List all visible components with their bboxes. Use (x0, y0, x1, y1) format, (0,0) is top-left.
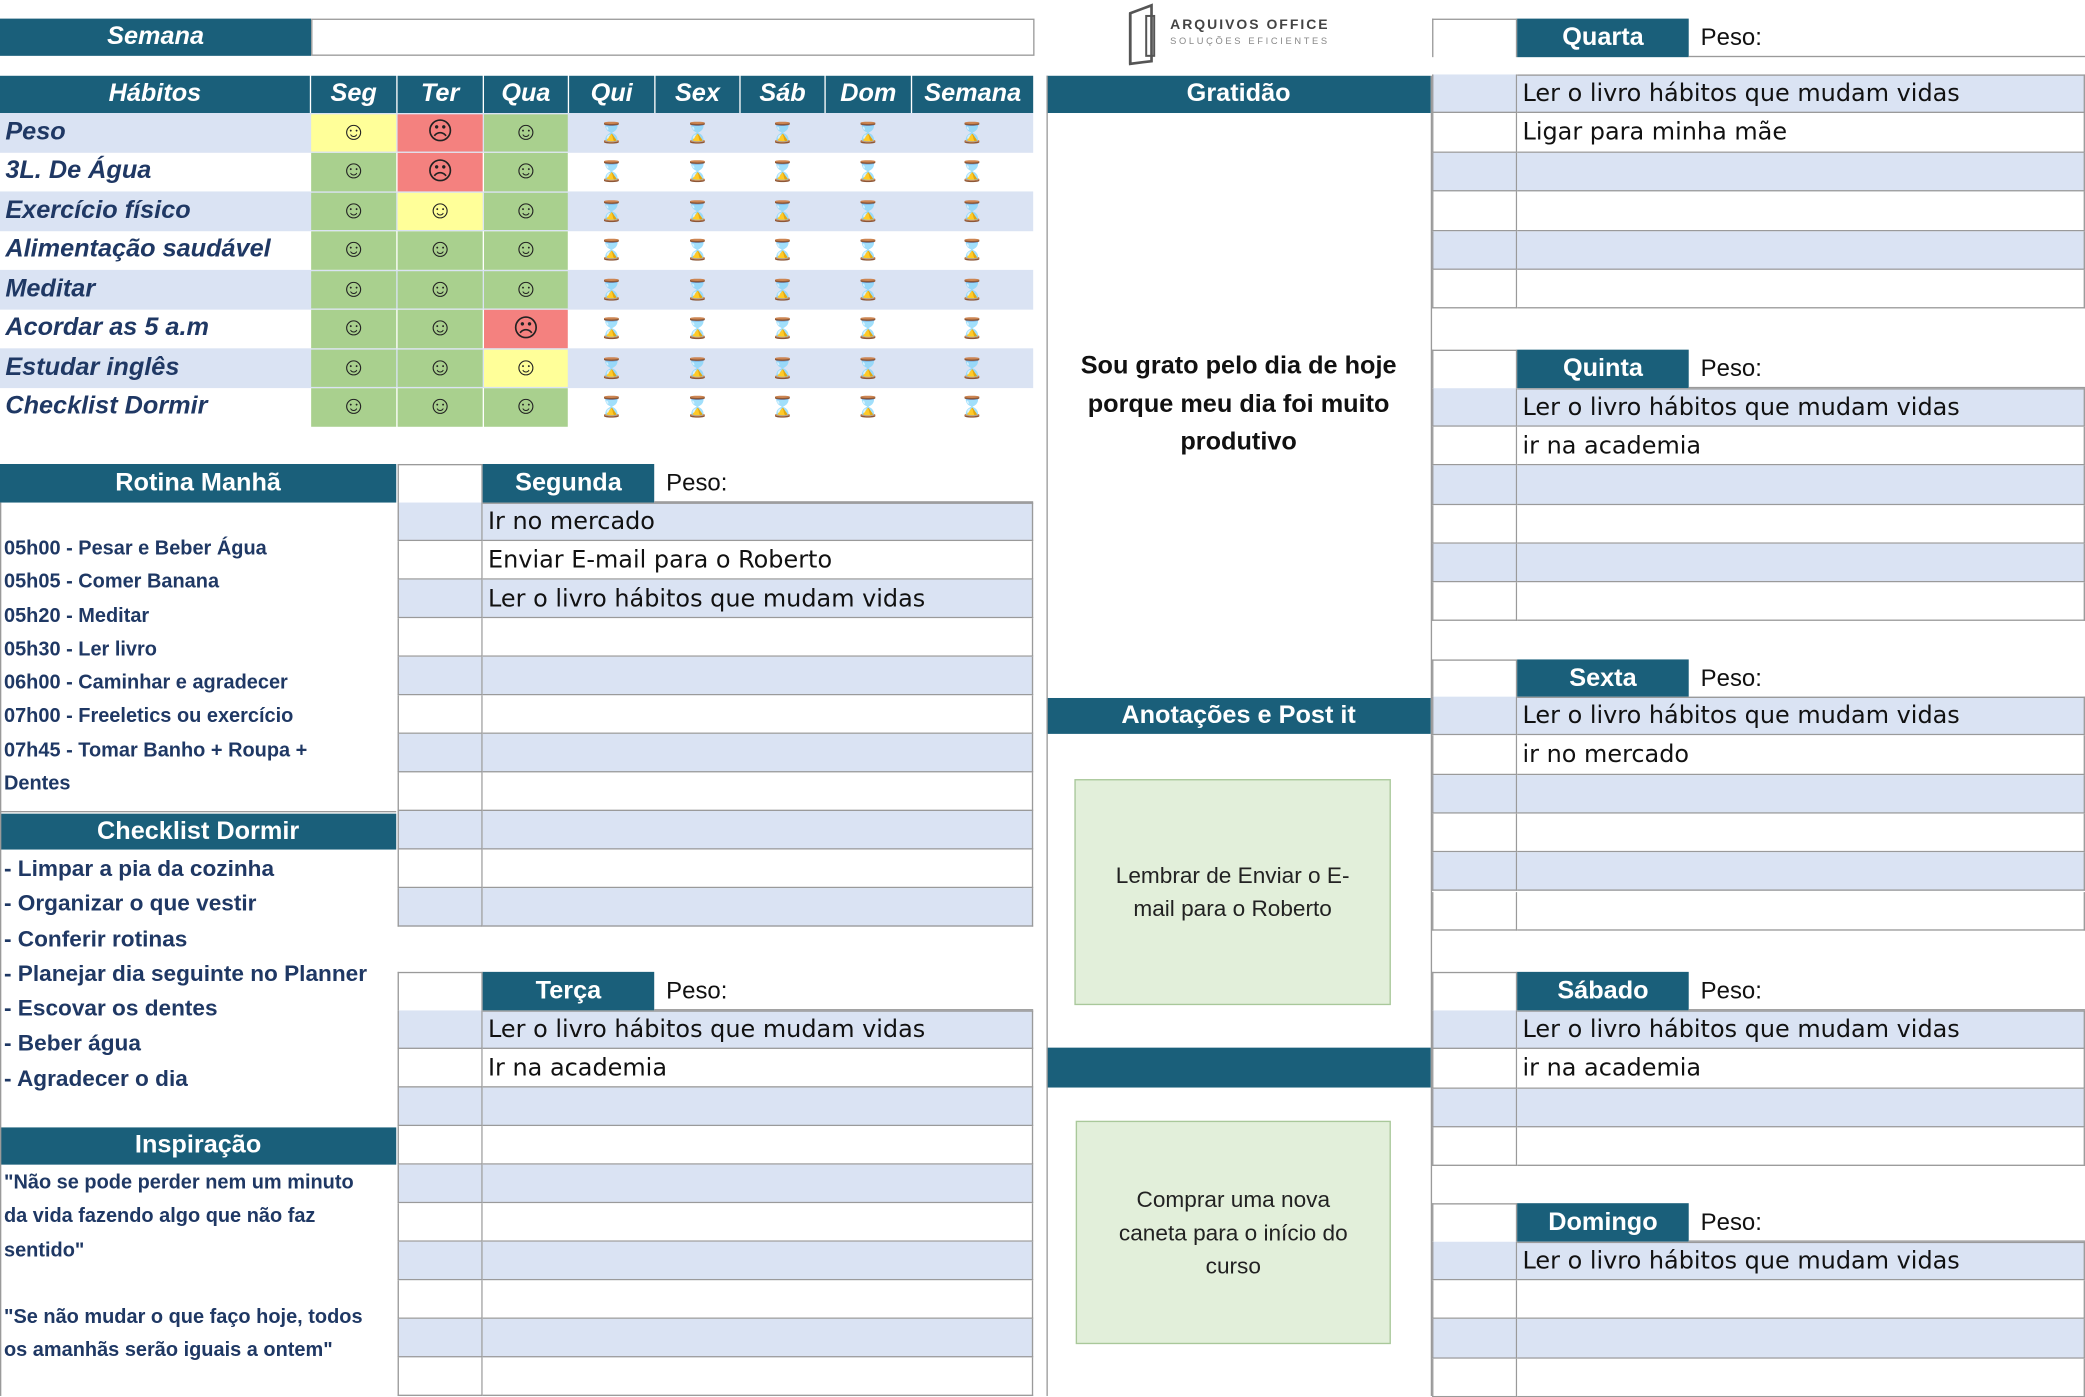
peso-label: Peso: (666, 469, 728, 496)
task-cell[interactable]: Ligar para minha mãe (1517, 114, 2085, 153)
task-checkbox-cell[interactable] (398, 695, 483, 734)
task-cell[interactable] (483, 695, 1033, 734)
habit-name: Peso (5, 117, 66, 146)
sad-face-icon[interactable]: ☹ (398, 153, 483, 191)
task-checkbox-cell[interactable] (398, 1010, 483, 1049)
task-checkbox-cell[interactable] (1432, 697, 1517, 736)
task-checkbox-cell[interactable] (398, 772, 483, 811)
task-cell[interactable] (483, 1088, 1033, 1127)
pending-face-icon[interactable]: ⌛ (599, 239, 625, 263)
day-header-6: Sáb (741, 76, 825, 113)
task-cell[interactable] (1517, 1319, 2085, 1358)
happy-face-icon[interactable]: ☺ (484, 153, 568, 191)
habit-name: Alimentação saudável (5, 235, 271, 264)
peso-input[interactable] (1689, 19, 2085, 58)
pending-face-icon[interactable]: ⌛ (599, 278, 625, 302)
list-item: - Planejar dia seguinte no Planner (3, 961, 368, 987)
task-checkbox-cell[interactable] (1432, 1010, 1517, 1049)
list-item: - Agradecer o dia (3, 1065, 188, 1092)
happy-face-icon[interactable]: ☺ (398, 310, 483, 348)
task-cell[interactable] (1517, 1127, 2085, 1166)
inspiracao-header: Inspiração (0, 1127, 396, 1164)
task-checkbox-cell[interactable] (398, 580, 483, 619)
task-checkbox-cell[interactable] (1432, 153, 1517, 192)
pending-face-icon[interactable]: ⌛ (855, 161, 881, 184)
pending-face-icon[interactable]: ⌛ (855, 396, 881, 420)
happy-face-icon[interactable]: ☺ (484, 192, 568, 230)
pending-face-icon[interactable]: ⌛ (685, 200, 710, 224)
task-checkbox-cell[interactable] (1432, 388, 1517, 427)
task-cell[interactable] (483, 850, 1033, 889)
task-checkbox-cell[interactable] (398, 1049, 483, 1088)
task-cell[interactable] (483, 811, 1033, 850)
neutral-face-icon[interactable]: ☺ (398, 192, 483, 230)
quarta-header: Quarta (1517, 19, 1689, 58)
peso-input[interactable] (1689, 659, 2085, 698)
post-it-note-2 (1076, 1121, 1391, 1344)
list-item: 05h20 - Meditar (3, 604, 150, 627)
pending-face-icon[interactable]: ⌛ (685, 396, 710, 420)
checklist-list (0, 852, 396, 1097)
habits-header: Hábitos (0, 76, 310, 113)
peso-label: Peso: (1700, 977, 1762, 1004)
pending-face-icon[interactable]: ⌛ (599, 357, 625, 380)
neutral-face-icon[interactable]: ☺ (484, 349, 568, 387)
task-cell[interactable] (483, 657, 1033, 696)
sad-face-icon[interactable]: ☹ (398, 114, 483, 152)
task-checkbox-cell[interactable] (1432, 114, 1517, 153)
peso-input[interactable] (1689, 1203, 2085, 1242)
day-header-7: Dom (826, 76, 911, 113)
list-item: - Organizar o que vestir (3, 891, 257, 917)
happy-face-icon[interactable]: ☺ (398, 349, 483, 387)
task-checkbox-cell[interactable] (398, 503, 483, 542)
task-checkbox-cell[interactable] (398, 850, 483, 889)
list-item: 05h00 - Pesar e Beber Água (3, 537, 267, 560)
pending-face-icon[interactable]: ⌛ (855, 239, 881, 263)
day-header-4: Qui (569, 76, 654, 113)
day-spacer (398, 464, 483, 503)
pending-face-icon[interactable]: ⌛ (685, 161, 710, 184)
task-checkbox-cell[interactable] (1432, 814, 1517, 853)
habit-name: Acordar as 5 a.m (5, 314, 209, 343)
habit-name: 3L. De Água (5, 157, 152, 186)
peso-label: Peso: (1700, 23, 1762, 51)
task-checkbox-cell[interactable] (1432, 1088, 1517, 1127)
task-checkbox-cell[interactable] (398, 811, 483, 850)
post-it-note-1 (1074, 779, 1390, 1005)
task-checkbox-cell[interactable] (398, 541, 483, 580)
task-checkbox-cell[interactable] (1432, 74, 1517, 113)
list-item: os amanhãs serão iguais a ontem" (3, 1339, 333, 1363)
happy-face-icon[interactable]: ☺ (311, 192, 396, 230)
pending-face-icon[interactable]: ⌛ (770, 396, 795, 420)
peso-label: Peso: (1700, 1208, 1762, 1236)
pending-face-icon[interactable]: ⌛ (959, 396, 985, 420)
task-checkbox-cell[interactable] (398, 1126, 483, 1165)
pending-face-icon[interactable]: ⌛ (599, 318, 625, 341)
task-cell[interactable] (1517, 1281, 2085, 1320)
list-item: Dentes (3, 772, 71, 796)
task-checkbox-cell[interactable] (398, 1357, 483, 1396)
pending-face-icon[interactable]: ⌛ (770, 278, 795, 302)
happy-face-icon[interactable]: ☺ (398, 388, 483, 426)
task-cell[interactable]: Ir na academia (483, 1049, 1033, 1088)
task-checkbox-cell[interactable] (1432, 1049, 1517, 1088)
sabado-header: Sábado (1517, 972, 1689, 1011)
task-cell[interactable]: Enviar E-mail para o Roberto (483, 541, 1033, 580)
task-cell[interactable] (1517, 775, 2085, 814)
task-checkbox-cell[interactable] (1432, 543, 1517, 582)
task-checkbox-cell[interactable] (1432, 427, 1517, 466)
terca-header: Terça (483, 972, 655, 1011)
task-cell[interactable]: ir na academia (1517, 1049, 2085, 1088)
task-cell[interactable]: ir no mercado (1517, 736, 2085, 775)
quinta-header: Quinta (1517, 350, 1689, 389)
day-spacer (1432, 19, 1517, 58)
task-checkbox-cell[interactable] (1432, 1319, 1517, 1358)
task-cell[interactable]: Ler o livro hábitos que mudam vidas (1517, 1242, 2085, 1281)
pending-face-icon[interactable]: ⌛ (770, 239, 795, 263)
task-checkbox-cell[interactable] (398, 734, 483, 773)
pending-face-icon[interactable]: ⌛ (770, 200, 795, 224)
task-cell[interactable] (483, 1319, 1033, 1358)
list-item: 06h00 - Caminhar e agradecer (3, 671, 288, 695)
pending-face-icon[interactable]: ⌛ (599, 161, 625, 184)
list-item: 07h45 - Tomar Banho + Roupa + (3, 738, 308, 762)
task-checkbox-cell[interactable] (1432, 1242, 1517, 1281)
task-cell[interactable] (1517, 852, 2085, 891)
list-item: 05h30 - Ler livro (3, 638, 157, 661)
day-spacer (1432, 972, 1517, 1011)
list-item: - Conferir rotinas (3, 926, 188, 952)
task-cell[interactable] (483, 1203, 1033, 1242)
list-item: - Limpar a pia da cozinha (3, 856, 275, 882)
note-line: Comprar uma nova (1136, 1186, 1331, 1212)
pending-face-icon[interactable]: ⌛ (685, 357, 710, 380)
task-checkbox-cell[interactable] (398, 1203, 483, 1242)
peso-input[interactable] (1689, 350, 2085, 389)
task-cell[interactable]: Ler o livro hábitos que mudam vidas (1517, 1010, 2085, 1049)
pending-face-icon[interactable]: ⌛ (855, 121, 881, 145)
task-cell[interactable] (1517, 466, 2085, 505)
task-checkbox-cell[interactable] (398, 1165, 483, 1204)
task-checkbox-cell[interactable] (398, 657, 483, 696)
task-cell[interactable] (1517, 1088, 2085, 1127)
pending-face-icon[interactable]: ⌛ (685, 121, 710, 145)
task-cell[interactable] (483, 734, 1033, 773)
task-checkbox-cell[interactable] (1432, 505, 1517, 544)
day-header-8: Semana (912, 76, 1033, 113)
task-cell[interactable] (1517, 270, 2085, 309)
gratidao-text (1046, 348, 1430, 462)
task-cell[interactable] (483, 888, 1033, 927)
happy-face-icon[interactable]: ☺ (311, 349, 396, 387)
task-cell[interactable]: Ler o livro hábitos que mudam vidas (483, 1010, 1033, 1049)
logo (1120, 3, 1346, 67)
task-checkbox-cell[interactable] (398, 1280, 483, 1319)
task-checkbox-cell[interactable] (1432, 466, 1517, 505)
task-checkbox-cell[interactable] (398, 618, 483, 657)
task-checkbox-cell[interactable] (1432, 1358, 1517, 1397)
peso-label: Peso: (1700, 354, 1762, 382)
anotacoes-header: Anotações e Post it (1046, 698, 1430, 734)
peso-label: Peso: (1700, 664, 1762, 692)
pending-face-icon[interactable]: ⌛ (855, 357, 881, 380)
task-checkbox-cell[interactable] (1432, 1281, 1517, 1320)
day-header-1: Seg (311, 76, 396, 113)
pending-face-icon[interactable]: ⌛ (959, 357, 985, 380)
task-checkbox-cell[interactable] (1432, 891, 1517, 930)
task-cell[interactable] (1517, 891, 2085, 930)
happy-face-icon[interactable]: ☺ (398, 271, 483, 309)
pending-face-icon[interactable]: ⌛ (959, 161, 985, 184)
happy-face-icon[interactable]: ☺ (398, 231, 483, 269)
list-item: 07h00 - Freeletics ou exercício (3, 705, 294, 728)
habit-name: Exercício físico (5, 196, 191, 225)
middle-left-border (1046, 76, 1047, 1396)
neutral-face-icon[interactable]: ☺ (311, 114, 396, 152)
task-checkbox-cell[interactable] (398, 1088, 483, 1127)
pending-face-icon[interactable]: ⌛ (959, 121, 985, 145)
task-cell[interactable] (1517, 814, 2085, 853)
logo-tagline: SOLUÇÕES EFICIENTES (1170, 37, 1330, 47)
pending-face-icon[interactable]: ⌛ (770, 357, 795, 380)
task-checkbox-cell[interactable] (398, 1319, 483, 1358)
pending-face-icon[interactable]: ⌛ (770, 121, 795, 145)
task-cell[interactable] (483, 1357, 1033, 1396)
logo-name: ARQUIVOS OFFICE (1170, 17, 1330, 34)
pending-face-icon[interactable]: ⌛ (685, 318, 710, 341)
pending-face-icon[interactable]: ⌛ (855, 278, 881, 302)
task-cell[interactable]: Ler o livro hábitos que mudam vidas (1517, 697, 2085, 736)
list-item: sentido" (3, 1238, 85, 1262)
task-cell[interactable]: Ler o livro hábitos que mudam vidas (483, 580, 1033, 619)
day-header-5: Sex (656, 76, 740, 113)
peso-label: Peso: (666, 977, 728, 1004)
list-item: - Beber água (3, 1031, 141, 1057)
task-checkbox-cell[interactable] (398, 888, 483, 927)
rotina-header: Rotina Manhã (0, 464, 396, 503)
task-cell[interactable] (483, 1242, 1033, 1281)
task-cell[interactable]: Ler o livro hábitos que mudam vidas (1517, 388, 2085, 427)
peso-input[interactable] (654, 464, 1033, 503)
task-cell[interactable] (483, 1165, 1033, 1204)
task-checkbox-cell[interactable] (398, 1242, 483, 1281)
pending-face-icon[interactable]: ⌛ (599, 200, 625, 224)
task-cell[interactable] (1517, 192, 2085, 231)
text-line: porque meu dia foi muito (1087, 390, 1390, 419)
task-checkbox-cell[interactable] (1432, 270, 1517, 309)
happy-face-icon[interactable]: ☺ (311, 310, 396, 348)
task-cell[interactable] (483, 1126, 1033, 1165)
day-header-2: Ter (398, 76, 483, 113)
text-line: produtivo (1180, 428, 1297, 457)
sad-face-icon[interactable]: ☹ (484, 310, 568, 348)
note-line: Lembrar de Enviar o E- (1115, 862, 1350, 889)
pending-face-icon[interactable]: ⌛ (855, 200, 881, 224)
task-cell[interactable] (483, 618, 1033, 657)
day-spacer (1432, 659, 1517, 698)
inspiracao-quotes (0, 1165, 396, 1367)
task-checkbox-cell[interactable] (1432, 775, 1517, 814)
task-cell[interactable] (483, 772, 1033, 811)
task-cell[interactable] (1517, 153, 2085, 192)
note-line: curso (1205, 1253, 1261, 1279)
semana-header: Semana (0, 19, 311, 56)
pending-face-icon[interactable]: ⌛ (599, 396, 625, 420)
happy-face-icon[interactable]: ☺ (311, 153, 396, 191)
task-cell[interactable] (1517, 1358, 2085, 1397)
happy-face-icon[interactable]: ☺ (311, 271, 396, 309)
segunda-header: Segunda (483, 464, 655, 503)
list-item: - Escovar os dentes (3, 996, 218, 1022)
sexta-header: Sexta (1517, 659, 1689, 698)
day-spacer (1432, 1203, 1517, 1242)
list-item: da vida fazendo algo que não faz (3, 1204, 316, 1228)
happy-face-icon[interactable]: ☺ (484, 271, 568, 309)
pending-face-icon[interactable]: ⌛ (685, 278, 710, 302)
happy-face-icon[interactable]: ☺ (484, 388, 568, 426)
peso-input[interactable] (1689, 972, 2085, 1011)
happy-face-icon[interactable]: ☺ (484, 114, 568, 152)
text-line: Sou grato pelo dia de hoje (1080, 352, 1397, 381)
task-checkbox-cell[interactable] (1432, 231, 1517, 270)
day-spacer (1432, 350, 1517, 389)
task-cell[interactable] (483, 1280, 1033, 1319)
happy-face-icon[interactable]: ☺ (311, 231, 396, 269)
anotacoes-band (1046, 1048, 1430, 1088)
rotina-list (0, 530, 396, 799)
list-item (0, 1266, 396, 1300)
task-checkbox-cell[interactable] (1432, 736, 1517, 775)
pending-face-icon[interactable]: ⌛ (770, 161, 795, 184)
pending-face-icon[interactable]: ⌛ (959, 239, 985, 263)
happy-face-icon[interactable]: ☺ (484, 231, 568, 269)
task-checkbox-cell[interactable] (1432, 582, 1517, 621)
day-header-3: Qua (484, 76, 568, 113)
pending-face-icon[interactable]: ⌛ (855, 318, 881, 341)
note-line: caneta para o início do (1118, 1219, 1348, 1246)
pending-face-icon[interactable]: ⌛ (599, 121, 625, 145)
pending-face-icon[interactable]: ⌛ (685, 239, 710, 263)
peso-input[interactable] (654, 972, 1033, 1011)
left-border (0, 503, 1, 1396)
pending-face-icon[interactable]: ⌛ (959, 278, 985, 302)
semana-input[interactable] (311, 19, 1034, 56)
day-spacer (398, 972, 483, 1011)
list-item: 05h05 - Comer Banana (3, 570, 220, 594)
note-line: mail para o Roberto (1133, 896, 1332, 922)
task-cell[interactable] (1517, 505, 2085, 544)
pending-face-icon[interactable]: ⌛ (959, 200, 985, 224)
domingo-header: Domingo (1517, 1203, 1689, 1242)
task-checkbox-cell[interactable] (1432, 1127, 1517, 1166)
task-cell[interactable] (1517, 543, 2085, 582)
task-cell[interactable]: ir na academia (1517, 427, 2085, 466)
task-cell[interactable]: Ir no mercado (483, 503, 1033, 542)
habit-name: Meditar (5, 274, 96, 303)
pending-face-icon[interactable]: ⌛ (959, 318, 985, 341)
list-item: "Não se pode perder nem um minuto (3, 1171, 354, 1194)
task-checkbox-cell[interactable] (1432, 852, 1517, 891)
checklist-header: Checklist Dormir (0, 814, 396, 850)
happy-face-icon[interactable]: ☺ (311, 388, 396, 426)
gratidao-header: Gratidão (1046, 76, 1430, 113)
habit-name: Checklist Dormir (5, 392, 208, 421)
task-cell[interactable]: Ler o livro hábitos que mudam vidas (1517, 74, 2085, 113)
habit-name: Estudar inglês (5, 353, 180, 382)
logo-door-icon (1122, 3, 1162, 67)
task-cell[interactable] (1517, 231, 2085, 270)
list-item: "Se não mudar o que faço hoje, todos (3, 1305, 363, 1329)
task-cell[interactable] (1517, 582, 2085, 621)
task-checkbox-cell[interactable] (1432, 192, 1517, 231)
divider (0, 811, 396, 812)
pending-face-icon[interactable]: ⌛ (770, 318, 795, 341)
